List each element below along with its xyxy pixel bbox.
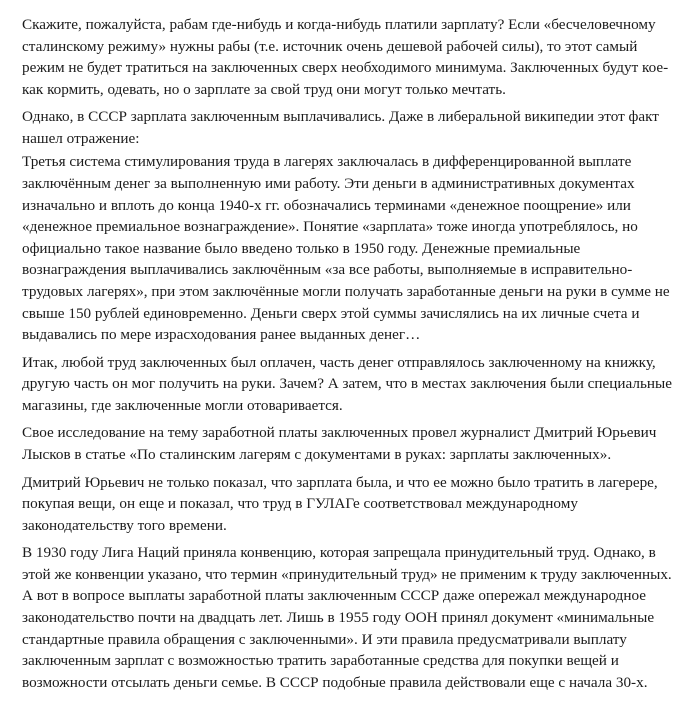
paragraph-wikipedia-intro: Однако, в СССР зарплата заключенным выплачивались. Даже в либеральной википедии этот факт нашел отражение: bbox=[22, 108, 659, 147]
paragraph-conclusion-pay: Итак, любой труд заключенных был оплачен, часть денег отправлялось заключенному на книжку, другую часть он мог получить на руки. Зачем? А затем, что в местах заключения были специальные магазины, где заключенные могли отоваривается. bbox=[22, 353, 672, 414]
wikipedia-quote-block bbox=[22, 151, 678, 345]
paragraph-lyskov-research: Свое исследование на тему заработной платы заключенных провел журналист Дмитрий Юрьевич Лысков в статье «По сталинским лагерям с документами в руках: зарплаты заключенных». bbox=[22, 424, 657, 463]
paragraph-wikipedia-quote: Третья система стимулирования труда в лагерях заключалась в дифференцированной выплате заключённым денег за выполненную ими работу. Эти деньги в административных документах изначально и вплоть до конца 1940-х гг. обозначались терминами «денежное поощрение» или «денежное премиальное вознаграждение». Понятие «зарплата» тоже иногда употреблялось, но официально такое название было введено только в 1950 году. Денежные премиальные вознаграждения выплачивались заключённым «за все работы, выполняемые в исправительно-трудовых лагерях», при этом заключённые могли получать заработанные деньги на руки в сумме не свыше 150 рублей единовременно. Деньги сверх этой суммы зачислялись на их личные счета и выдавались по мере израсходования ранее выданных денег… bbox=[22, 153, 670, 344]
paragraph-intro: Скажите, пожалуйста, рабам где-нибудь и когда-нибудь платили зарплату? Если «бесчеловечному сталинскому режиму» нужны рабы (т.е. источник очень дешевой рабочей силы), то этот самый режим не будет тратиться на заключенных сверх необходимого минимума. Заключенных будут кое-как кормить, одевать, но о зарплате за свой труд они могут только мечтать. bbox=[22, 16, 669, 98]
paragraph-lyskov-showed: Дмитрий Юрьевич не только показал, что зарплата была, и что ее можно было тратить в лагерере, покупая вещи, он еще и показал, что труд в ГУЛАГе соответствовал международному законодательству того времени. bbox=[22, 473, 658, 534]
paragraph-league-of-nations: В 1930 году Лига Наций приняла конвенцию, которая запрещала принудительный труд. Однако, в этой же конвенции указано, что термин «принудительный труд» не применим к труду заключенных. А вот в вопросе выплаты заработной платы заключенным СССР даже опережал международное законодательство почти на двадцать лет. Лишь в 1955 году ООН принял документ «минимальные стандартные правила обращения с заключенными». И эти правила предусматривали выплату заключенным зарплат с возможностью тратить заработанные средства для покупки вещей и возможности отсылать деньги семье. В СССР подобные правила действовали еще с начала 30-х. bbox=[22, 544, 672, 691]
